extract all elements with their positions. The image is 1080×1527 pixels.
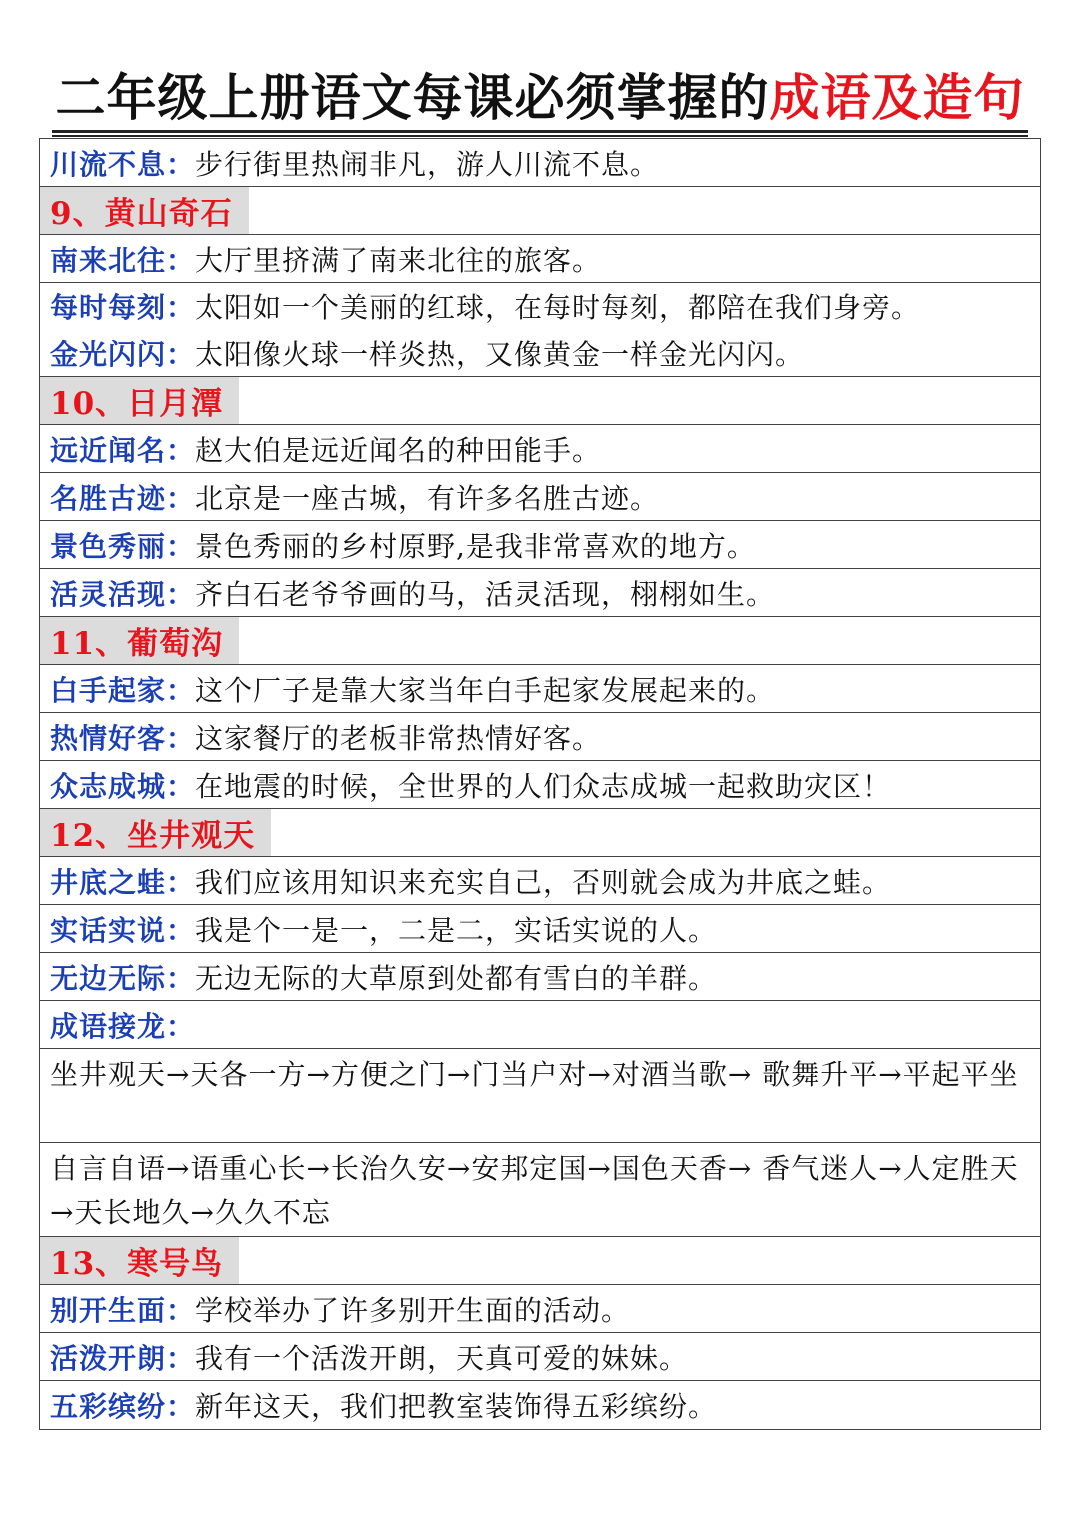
lesson-title: 12、坐井观天 [50,818,256,854]
idiom-row [40,1285,1040,1333]
lesson-header-box [40,617,239,664]
idiom-term: 实话实说： [50,913,196,947]
title-underline [52,130,1028,133]
idiom-row [40,713,1040,761]
example-sentence: 大厅里挤满了南来北往的旅客。 [195,243,602,277]
lesson-header [40,809,1040,857]
example-sentence: 我们应该用知识来充实自己，否则就会成为井底之蛙。 [195,865,892,899]
example-sentence: 新年这天，我们把教室装饰得五彩缤纷。 [195,1390,718,1423]
idiom-term: 无边无际： [50,961,196,995]
idiom-table [39,138,1041,1430]
idiom-chain-text: 自言自语→语重心长→长治久安→安邦定国→国色天香→ 香气迷人→人定胜天→天长地久→久久不忘 [50,1152,1019,1229]
idiom-row [40,235,1040,283]
lesson-title: 13、寒号鸟 [50,1246,224,1282]
lesson-header-box [40,377,239,424]
example-sentence: 我是个一是一，二是二，实话实说的人。 [195,913,718,947]
idiom-row [40,953,1040,1001]
example-sentence: 这家餐厅的老板非常热情好客。 [195,721,602,755]
idiom-row [40,473,1040,521]
example-sentence: 我有一个活泼开朗，天真可爱的妹妹。 [195,1341,689,1375]
idiom-term: 活灵活现： [50,577,196,611]
idiom-term: 众志成城： [50,769,196,803]
lesson-header [40,617,1040,665]
example-sentence: 景色秀丽的乡村原野,是我非常喜欢的地方。 [195,529,756,563]
idiom-term: 五彩缤纷： [50,1390,196,1423]
idiom-row [40,283,1040,329]
idiom-term: 热情好客： [50,721,196,755]
page-title [40,68,1040,128]
lesson-title: 11、葡萄沟 [50,626,224,662]
lesson-header-box [40,1237,239,1284]
idiom-row [40,1381,1040,1429]
lesson-title: 9、黄山奇石 [50,196,233,232]
example-sentence: 步行街里热闹非凡，游人川流不息。 [195,147,660,181]
idiom-row [40,425,1040,473]
idiom-term: 别开生面： [50,1293,196,1327]
lesson-header [40,1237,1040,1285]
idiom-row [40,761,1040,809]
example-sentence: 学校举办了许多别开生面的活动。 [195,1293,631,1327]
lesson-title: 10、日月潭 [50,386,224,422]
idiom-term: 金光闪闪： [50,337,196,371]
idiom-chain-row [40,1049,1040,1143]
idiom-row [40,569,1040,617]
example-sentence: 太阳如一个美丽的红球，在每时每刻，都陪在我们身旁。 [195,291,921,324]
idiom-term: 远近闻名： [50,433,196,467]
idiom-chain-text: 坐井观天→天各一方→方便之门→门当户对→对酒当歌→ 歌舞升平→平起平坐 [50,1058,1019,1091]
title-area [40,62,1040,138]
idiom-term: 景色秀丽： [50,529,196,563]
idiom-row [40,665,1040,713]
title-highlight: 成语及造句 [769,69,1025,127]
idiom-row [40,905,1040,953]
example-sentence: 齐白石老爷爷画的马，活灵活现，栩栩如生。 [195,577,776,611]
idiom-term: 南来北往： [50,243,196,277]
idiom-row [40,521,1040,569]
idiom-term: 白手起家： [50,673,196,707]
example-sentence: 太阳像火球一样炎热，又像黄金一样金光闪闪。 [195,337,805,371]
idiom-term: 名胜古迹： [50,481,196,515]
lesson-header [40,187,1040,235]
idiom-row [40,1333,1040,1381]
idiom-term: 井底之蛙： [50,865,196,899]
example-sentence: 这个厂子是靠大家当年白手起家发展起来的。 [195,673,776,707]
title-underline-thin [52,135,1028,137]
example-sentence: 赵大伯是远近闻名的种田能手。 [195,433,602,467]
lesson-header [40,377,1040,425]
idiom-term: 每时每刻： [50,291,196,324]
example-sentence: 无边无际的大草原到处都有雪白的羊群。 [195,961,718,995]
idiom-term: 川流不息： [50,147,196,181]
example-sentence: 北京是一座古城，有许多名胜古迹。 [195,481,660,515]
lesson-header-box [40,187,249,234]
idiom-row [40,1001,1040,1049]
idiom-row [40,139,1040,187]
example-sentence: 在地震的时候，全世界的人们众志成城一起救助灾区！ [195,769,892,803]
lesson-header-box [40,809,271,856]
idiom-row [40,857,1040,905]
idiom-chain-row [40,1143,1040,1237]
title-main: 二年级上册语文每课必须掌握的 [55,69,770,127]
idiom-term: 成语接龙： [50,1009,196,1043]
idiom-term: 活泼开朗： [50,1341,196,1375]
idiom-row [40,329,1040,377]
